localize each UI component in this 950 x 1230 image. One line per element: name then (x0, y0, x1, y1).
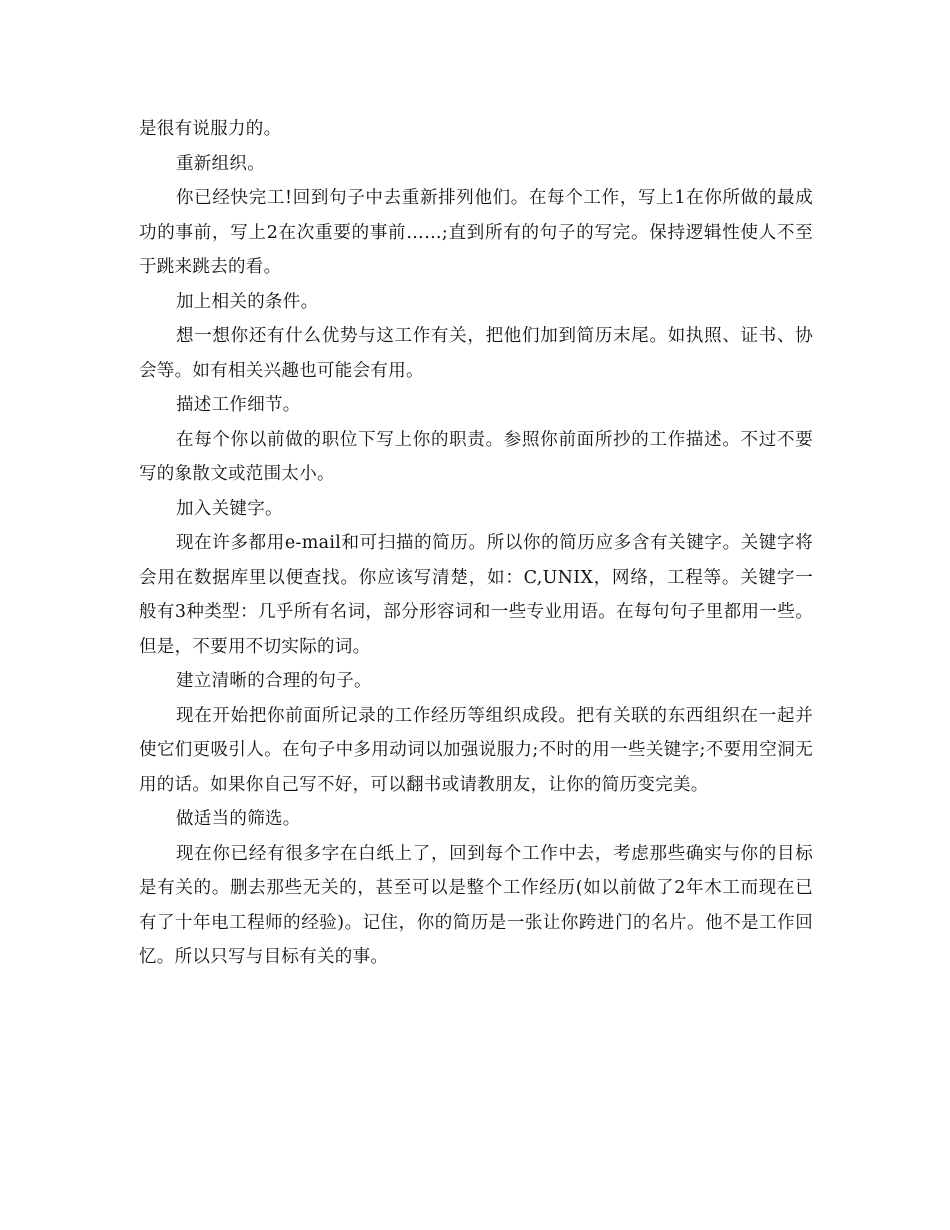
document-body (139, 112, 813, 975)
heading-describe-details: 描述工作细节。 (176, 395, 301, 415)
paragraph-add-keywords: 现在许多都用e-mail和可扫描的简历。所以你的简历应多含有关键字。关键字将会用在数据库里以便查找。你应该写清楚，如：C,UNIX，网络，工程等。关键字一般有3种类型：几乎所有名词，部分形容词和一些专业用语。在每句句子里都用一些。但是，不要用不切实际的词。 (139, 533, 813, 657)
heading-clear-sentences: 建立清晰的合理的句子。 (176, 671, 372, 691)
paragraph-filter: 现在你已经有很多字在白纸上了，回到每个工作中去，考虑那些确实与你的目标是有关的。删去那些无关的，甚至可以是整个工作经历(如以前做了2年木工而现在已有了十年电工程师的经验)。记住，你的简历是一张让你跨进门的名片。他不是工作回忆。所以只写与目标有关的事。 (139, 843, 813, 967)
heading-reorganize: 重新组织。 (176, 153, 265, 174)
paragraph-describe-details: 在每个你以前做的职位下写上你的职责。参照你前面所抄的工作描述。不过不要写的象散文或范围太小。 (139, 429, 813, 484)
paragraph-continuation: 是很有说服力的。 (139, 119, 282, 139)
paragraph-clear-sentences: 现在开始把你前面所记录的工作经历等组织成段。把有关联的东西组织在一起并使它们更吸引人。在句子中多用动词以加强说服力;不时的用一些关键字;不要用空洞无用的话。如果你自己写不好，可以翻书或请教朋友，让你的简历变完美。 (139, 705, 813, 795)
heading-add-keywords: 加入关键字。 (176, 498, 283, 519)
paragraph-reorganize: 你已经快完工!回到句子中去重新排列他们。在每个工作，写上1在你所做的最成功的事前，写上2在次重要的事前……;直到所有的句子的写完。保持逻辑性使人不至于跳来跳去的看。 (139, 188, 813, 277)
heading-add-conditions: 加上相关的条件。 (176, 291, 319, 312)
paragraph-add-conditions: 想一想你还有什么优势与这工作有关，把他们加到简历末尾。如执照、证书、协会等。如有相关兴趣也可能会有用。 (139, 326, 813, 381)
heading-filter: 做适当的筛选。 (176, 809, 301, 829)
